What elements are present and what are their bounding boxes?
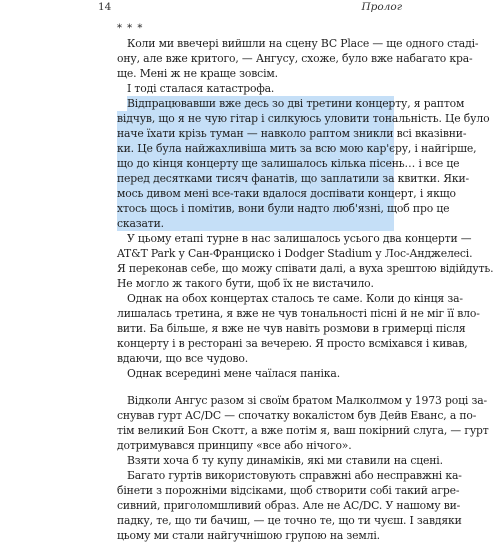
highlight: сказати.: [117, 216, 394, 231]
highlight: перед десятками тисяч фанатів, що заплатили за квитки. Яки-: [117, 172, 470, 185]
text-line: падку, те, що ти бачиш, — це точно те, що ти чуєш. І завдяки: [117, 514, 462, 527]
text-line: [117, 96, 465, 111]
section-gap: [117, 381, 394, 393]
page-header: [98, 0, 402, 16]
text-line: [117, 156, 460, 171]
text-line: лишалась третина, я вже не чув тональності пісні й не міг її вло-: [117, 307, 480, 320]
text-line: [117, 141, 477, 156]
text-line: Я переконав себе, що можу співати далі, а вуха зрештою відійдуть.: [117, 262, 494, 275]
text-line: [117, 201, 450, 216]
body-text: [117, 21, 494, 543]
text-line: тім великий Бон Скотт, а вже потім я, ваш покірний слуга, — гурт: [117, 424, 489, 437]
paragraph: [117, 366, 394, 381]
text-line: цьому ми стали найгучнішою групою на землі.: [117, 529, 380, 542]
text-line: сивний, приголомшливий образ. Але не AC/DC. У нашому ви-: [117, 499, 461, 512]
paragraph: [117, 453, 443, 468]
paragraph: [117, 81, 394, 96]
page-number: 14: [98, 1, 112, 13]
text-line: [117, 126, 467, 141]
text-line: Однак на обох концертах сталось те саме. Коли до кінця за-: [127, 292, 463, 305]
highlight: що до кінця концерту ще залишалось кілька пісень… і все це: [117, 157, 460, 170]
text-line: Однак всередині мене чаїлася паніка.: [127, 367, 340, 380]
text-line: Взяти хоча б ту купу динаміків, які ми ставили на сцені.: [127, 454, 443, 467]
text-line: вдаючи, що все чудово.: [117, 352, 249, 365]
text-line: Багато гуртів використовують справжні або несправжні ка-: [127, 469, 462, 482]
text-line: вити. Ба більше, я вже не чув навіть розмови в гримерці після: [117, 322, 466, 335]
highlight: мось дивом мені все-таки вдалося доспівати концерт, і якщо: [117, 187, 456, 200]
text-line: Відколи Ангус разом зі своїм братом Малколмом у 1973 році за-: [127, 394, 487, 407]
text-line: бінети з порожніми відсіками, щоб створити собі такий агре-: [117, 484, 460, 497]
text-line: [117, 111, 490, 126]
text-line: І тоді сталася катастрофа.: [127, 82, 275, 95]
text-line: концерту і в ресторані за вечерею. Я просто всміхався і кивав,: [117, 337, 468, 350]
paragraph: [117, 231, 494, 291]
paragraph: [117, 468, 462, 543]
highlight: відчув, що я не чую гітар і силкуюсь уловити тональність. Це було: [117, 112, 490, 125]
text-line: дотримувався принципу «все або нічого».: [117, 439, 352, 452]
highlight: наче їхати крізь туман — навколо раптом зникли всі вказівни-: [117, 127, 467, 140]
text-line: AT&T Park у Сан-Франциско і Dodger Stadium у Лос-Анджелесі.: [117, 247, 473, 260]
section-ornament: * * *: [117, 23, 144, 34]
running-title: Пролог: [361, 1, 402, 13]
text-line: [117, 216, 394, 231]
text-line: Не могло ж такого бути, щоб їх не вистачило.: [117, 277, 374, 290]
text-line: ону, але вже критого, — Ангусу, схоже, було вже набагато кра-: [117, 52, 473, 65]
highlight: хтось щось і помітив, вони були надто люб'язні, щоб про це: [117, 202, 450, 215]
paragraph: [117, 291, 480, 366]
paragraph: [117, 393, 489, 453]
text-line: Коли ми ввечері вийшли на сцену BC Place — ще одного стаді-: [127, 37, 479, 50]
highlight: ки. Це була найжахливіша мить за всю мою кар'єру, і найгірше,: [117, 142, 477, 155]
text-line: ще. Мені ж не краще зовсім.: [117, 67, 278, 80]
highlighted-paragraph: [117, 96, 490, 231]
text-line: [117, 186, 456, 201]
text-line: [117, 171, 470, 186]
highlight: Відпрацювавши вже десь зо дві третини концерту, я раптом: [127, 97, 465, 110]
text-line: снував гурт AC/DC — спочатку вокалістом був Дейв Еванс, а по-: [117, 409, 477, 422]
paragraph: [117, 36, 479, 81]
text-line: У цьому етапі турне в нас залишалось усього два концерти —: [127, 232, 472, 245]
